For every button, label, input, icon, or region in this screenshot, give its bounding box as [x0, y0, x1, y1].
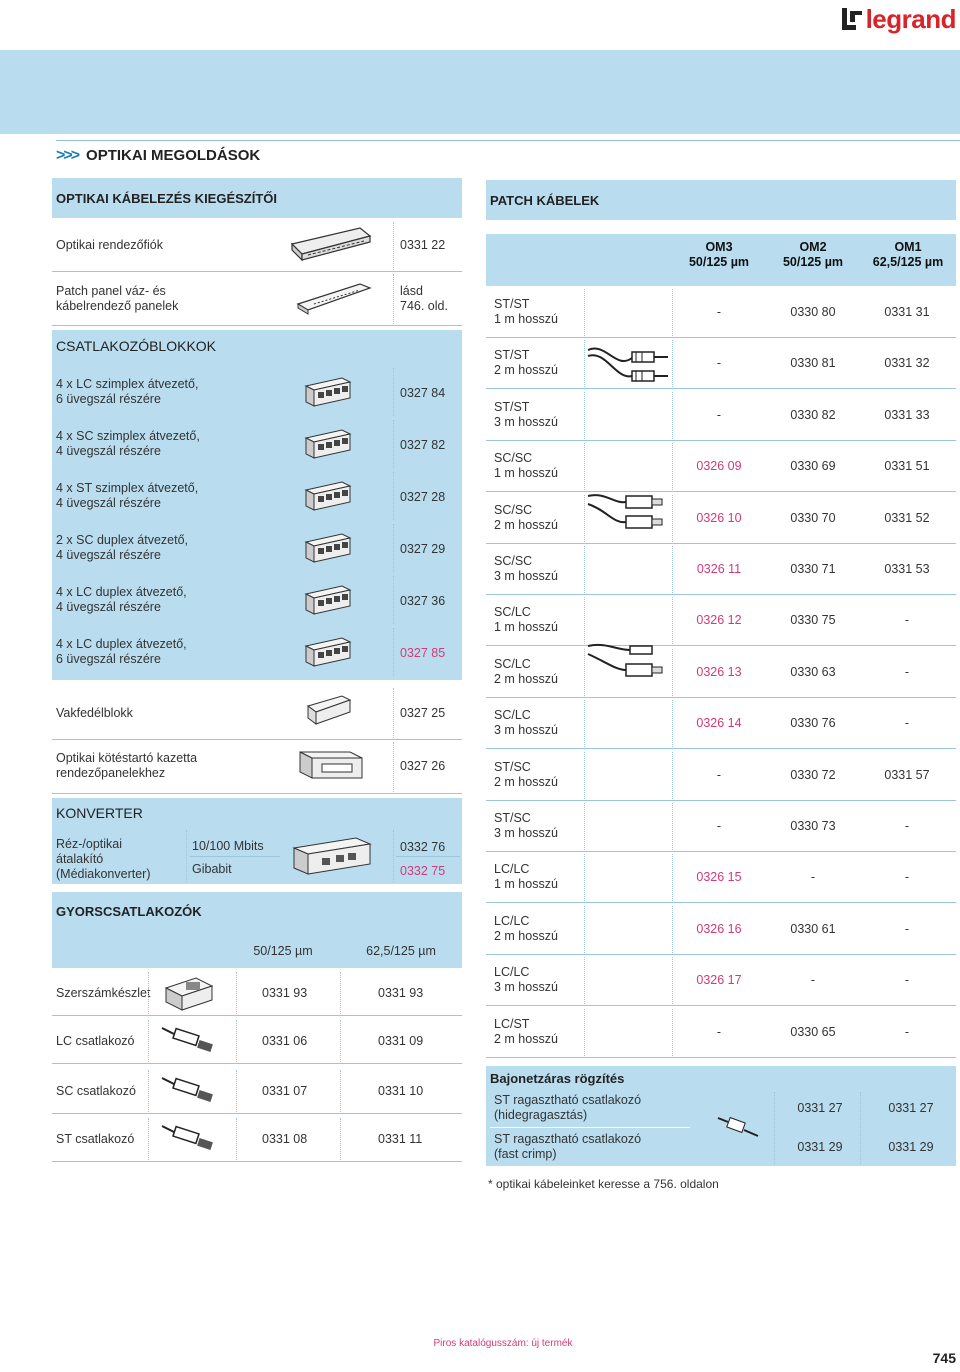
divider [584, 443, 585, 490]
divider [148, 1020, 149, 1062]
connector-ref: 0331 10 [378, 1084, 424, 1098]
col-title: OM3 [705, 240, 733, 254]
cable-length: 1 m hosszú [494, 877, 558, 891]
cable-ref-om3: - [716, 408, 722, 422]
cable-ref-om2: 0330 76 [790, 716, 836, 730]
converter-name-line: (Médiakonverter) [56, 867, 151, 881]
cable-ref-om3: 0326 11 [696, 562, 742, 576]
divider [393, 742, 394, 792]
cable-ref-om1: 0331 53 [884, 562, 930, 576]
cable-type: LC/ST [494, 1017, 530, 1031]
cable-length: 3 m hosszú [494, 723, 558, 737]
divider [584, 957, 585, 1004]
divider [236, 1118, 237, 1160]
block-ref: 0327 36 [400, 594, 446, 608]
patch-cables-header-text: PATCH KÁBELEK [490, 192, 600, 208]
col-om2 [766, 240, 860, 270]
cable-label [494, 605, 558, 635]
cable-type: ST/SC [494, 760, 531, 774]
accessories-header [52, 178, 462, 218]
item-name-line: kábelrendező panelek [56, 299, 179, 313]
divider [584, 906, 585, 953]
block-ref: 0327 84 [400, 386, 446, 400]
cable-ref-om1: - [904, 922, 910, 936]
item-name: Optikai rendezőfiók [56, 238, 164, 252]
cable-type: ST/SC [494, 811, 531, 825]
converter-name [56, 837, 150, 882]
bayonet-ref: 0331 27 [797, 1101, 843, 1115]
connector-ref: 0331 93 [378, 986, 424, 1000]
cable-ref-om1: - [904, 716, 910, 730]
col-sub: 50/125 µm [688, 255, 750, 269]
cable-ref-om2: 0330 75 [790, 613, 836, 627]
divider [584, 700, 585, 747]
connector-ref: 0331 93 [262, 986, 308, 1000]
cable-ref-om2: 0330 72 [790, 768, 836, 782]
block-name [56, 377, 198, 407]
col-title: OM1 [894, 240, 922, 254]
item-ref: 0327 25 [400, 706, 446, 720]
connector-ref: 0331 06 [262, 1034, 308, 1048]
converter-name-line: Réz-/optikai [56, 837, 122, 851]
cable-type: SC/SC [494, 503, 533, 517]
bayonet-item-1 [494, 1093, 641, 1123]
cable-length: 2 m hosszú [494, 518, 558, 532]
cable-type: SC/SC [494, 554, 533, 568]
bayonet-ref: 0331 29 [797, 1140, 843, 1154]
legrand-logo [842, 4, 956, 34]
cable-ref-om3: 0326 16 [696, 922, 742, 936]
block-name-line: 4 x LC szimplex átvezető, [56, 377, 199, 391]
divider [236, 1070, 237, 1112]
blocks-area [52, 362, 462, 680]
cable-ref-om2: 0330 71 [790, 562, 836, 576]
cable-label [494, 297, 558, 327]
cable-ref-om2: 0330 80 [790, 305, 836, 319]
divider [393, 274, 394, 324]
st-connector-icon [160, 1120, 220, 1159]
cable-label [494, 862, 558, 892]
divider [393, 472, 394, 520]
item-ref-line: 746. old. [400, 299, 448, 313]
block-name [56, 585, 187, 615]
block-name-line: 6 üvegszál részére [56, 392, 161, 406]
cable-length: 2 m hosszú [494, 775, 558, 789]
sc-sc-cable-icon [586, 490, 670, 537]
divider [148, 1118, 149, 1160]
divider [584, 392, 585, 439]
item-name [56, 284, 178, 314]
cable-ref-om2: 0330 73 [790, 819, 836, 833]
divider [584, 1009, 585, 1056]
cable-length: 2 m hosszú [494, 672, 558, 686]
cable-label [494, 708, 558, 738]
col-sub: 50/125 µm [782, 255, 844, 269]
connector-name: ST csatlakozó [56, 1132, 135, 1146]
header-banner [0, 50, 960, 134]
cable-length: 1 m hosszú [494, 466, 558, 480]
connector-ref: 0331 08 [262, 1132, 308, 1146]
section-title [56, 140, 960, 170]
divider [393, 576, 394, 624]
column-header-50: 50/125 µm [253, 944, 313, 958]
cable-type: SC/LC [494, 657, 531, 671]
converter-header-text: KONVERTER [56, 805, 143, 821]
divider [584, 854, 585, 901]
cable-ref-om3: 0326 14 [696, 716, 742, 730]
cable-type: SC/LC [494, 708, 531, 722]
divider [584, 803, 585, 850]
item-name-line: Patch panel váz- és [56, 284, 166, 298]
block-name [56, 637, 187, 667]
divider [393, 222, 394, 270]
item-ref: 0331 22 [400, 238, 446, 252]
cable-ref-om1: 0331 32 [884, 356, 930, 370]
divider [393, 524, 394, 572]
sc-lc-cable-icon [586, 640, 670, 683]
block-name [56, 533, 188, 563]
quick-connectors-header [52, 892, 462, 930]
divider [393, 420, 394, 468]
patch-cables-header [486, 180, 956, 220]
cable-type: LC/LC [494, 914, 530, 928]
section-title-text: OPTIKAI MEGOLDÁSOK [86, 147, 261, 164]
block-name-line: 4 üvegszál részére [56, 444, 161, 458]
connector-name: SC csatlakozó [56, 1084, 136, 1098]
cable-ref-om3: 0326 09 [696, 459, 742, 473]
divider [584, 289, 585, 336]
item-ref-line: lásd [400, 284, 423, 298]
st-st-cable-icon [586, 340, 670, 393]
sc-connector-icon [160, 1072, 220, 1111]
accessories-header-text: OPTIKAI KÁBELEZÉS KIEGÉSZÍTŐI [56, 190, 278, 206]
block-name-line: 4 üvegszál részére [56, 600, 161, 614]
col-title: OM2 [799, 240, 827, 254]
cable-label [494, 451, 558, 481]
item-name [56, 751, 197, 781]
connector-name: LC csatlakozó [56, 1034, 135, 1048]
bayonet-item-line: (fast crimp) [494, 1147, 557, 1161]
cable-type: LC/LC [494, 965, 530, 979]
converter-ref: 0332 75 [400, 864, 446, 878]
cable-length: 3 m hosszú [494, 980, 558, 994]
adapter-block-icon [302, 476, 354, 519]
block-name [56, 429, 200, 459]
cable-label [494, 400, 558, 430]
cassette-icon [296, 744, 366, 789]
cable-length: 2 m hosszú [494, 929, 558, 943]
bayonet-header-text: Bajonetzáras rögzítés [490, 1070, 625, 1086]
cable-ref-om2: 0330 63 [790, 665, 836, 679]
divider [584, 340, 585, 387]
cable-length: 1 m hosszú [494, 620, 558, 634]
divider [236, 1020, 237, 1062]
cable-label [494, 760, 558, 790]
converter-ref: 0332 76 [400, 840, 446, 854]
item-name: Vakfedélblokk [56, 706, 133, 720]
connector-ref: 0331 09 [378, 1034, 424, 1048]
blocks-header-text: CSATLAKOZÓBLOKKOK [56, 338, 217, 354]
item-ref: 0327 26 [400, 759, 446, 773]
divider [340, 972, 341, 1014]
cable-label [494, 554, 558, 584]
cable-length: 2 m hosszú [494, 363, 558, 377]
cable-label [494, 503, 558, 533]
divider [340, 1118, 341, 1160]
divider [860, 1092, 861, 1164]
cable-ref-om3: - [716, 768, 722, 782]
cable-length: 1 m hosszú [494, 312, 558, 326]
divider [148, 1070, 149, 1112]
item-ref [400, 284, 448, 314]
connector-ref: 0331 07 [262, 1084, 308, 1098]
cable-ref-om1: 0331 51 [884, 459, 930, 473]
adapter-block-icon [302, 372, 354, 415]
bayonet-ref: 0331 29 [888, 1140, 934, 1154]
block-name [56, 481, 198, 511]
adapter-block-icon [302, 424, 354, 467]
block-ref: 0327 28 [400, 490, 446, 504]
column-header-625: 62,5/125 µm [366, 944, 436, 958]
cable-ref-om2: 0330 81 [790, 356, 836, 370]
cable-ref-om1: - [904, 613, 910, 627]
cable-ref-om1: - [904, 665, 910, 679]
cable-ref-om1: 0331 57 [884, 768, 930, 782]
divider [393, 628, 394, 676]
cable-ref-om3: 0326 12 [696, 613, 742, 627]
item-name-line: rendezőpanelekhez [56, 766, 166, 780]
cable-length: 2 m hosszú [494, 1032, 558, 1046]
divider [148, 972, 149, 1014]
chevrons-icon: >>> [56, 146, 79, 164]
divider [584, 597, 585, 644]
drawer-icon [286, 222, 376, 267]
cable-ref-om2: - [810, 870, 816, 884]
block-ref: 0327 85 [400, 646, 446, 660]
block-name-line: 4 üvegszál részére [56, 496, 161, 510]
divider [393, 688, 394, 738]
block-ref: 0327 29 [400, 542, 446, 556]
divider [584, 495, 585, 542]
block-name-line: 6 üvegszál részére [56, 652, 161, 666]
divider [340, 1070, 341, 1112]
bayonet-item-line: ST ragasztható csatlakozó [494, 1093, 642, 1107]
divider [396, 856, 460, 857]
cable-type: ST/ST [494, 400, 530, 414]
cable-ref-om3: - [716, 1025, 722, 1039]
cable-type: SC/SC [494, 451, 533, 465]
divider [584, 546, 585, 593]
cable-label [494, 657, 558, 687]
block-name-line: 4 üvegszál részére [56, 548, 161, 562]
connector-name: Szerszámkészlet [56, 986, 151, 1000]
cable-length: 3 m hosszú [494, 569, 558, 583]
divider [490, 1127, 690, 1128]
cable-ref-om3: 0326 10 [696, 511, 742, 525]
block-name-line: 4 x LC duplex átvezető, [56, 637, 187, 651]
converter-option: 10/100 Mbits [192, 839, 264, 853]
bayonet-item-line: ST ragasztható csatlakozó [494, 1132, 642, 1146]
bayonet-item-line: (hidegragasztás) [494, 1108, 588, 1122]
quick-connectors-header-text: GYORSCSATLAKOZÓK [56, 903, 202, 919]
cable-ref-om3: - [716, 305, 722, 319]
cable-type: ST/ST [494, 297, 530, 311]
divider [584, 649, 585, 696]
media-converter-icon [290, 834, 374, 881]
lc-connector-icon [160, 1022, 220, 1061]
divider [190, 856, 280, 857]
col-sub: 62,5/125 µm [872, 255, 944, 269]
block-name-line: 4 x SC szimplex átvezető, [56, 429, 200, 443]
block-name-line: 4 x ST szimplex átvezető, [56, 481, 199, 495]
footnote: * optikai kábeleinket keresse a 756. oldalon [488, 1177, 719, 1191]
cable-ref-om2: 0330 69 [790, 459, 836, 473]
divider [774, 1092, 775, 1164]
connector-ref: 0331 11 [378, 1132, 423, 1146]
cable-type: SC/LC [494, 605, 531, 619]
cable-ref-om2: 0330 61 [790, 922, 836, 936]
divider [393, 830, 394, 882]
patch-panel-icon [294, 278, 374, 321]
cable-ref-om2: - [810, 973, 816, 987]
adapter-block-icon [302, 632, 354, 675]
adapter-block-icon [302, 580, 354, 623]
legrand-mark-icon [842, 8, 862, 30]
cable-ref-om1: 0331 33 [884, 408, 930, 422]
cable-ref-om3: 0326 15 [696, 870, 742, 884]
cable-length: 3 m hosszú [494, 415, 558, 429]
cable-ref-om3: 0326 17 [696, 973, 742, 987]
blank-block-icon [304, 690, 354, 733]
cable-type: LC/LC [494, 862, 530, 876]
toolkit-icon [160, 974, 218, 1017]
blocks-header [52, 330, 462, 362]
cable-ref-om1: - [904, 973, 910, 987]
brand-name: legrand [865, 3, 956, 34]
cable-label [494, 1017, 558, 1047]
col-om1 [860, 240, 956, 270]
item-name-line: Optikai kötéstartó kazetta [56, 751, 198, 765]
cable-ref-om1: - [904, 1025, 910, 1039]
divider [186, 830, 187, 882]
cable-label [494, 965, 558, 995]
converter-header [52, 798, 462, 828]
bayonet-header [486, 1066, 956, 1090]
cable-ref-om3: - [716, 356, 722, 370]
page-number: 745 [932, 1350, 956, 1366]
block-name-line: 2 x SC duplex átvezető, [56, 533, 189, 547]
divider [340, 1020, 341, 1062]
block-name-line: 4 x LC duplex átvezető, [56, 585, 187, 599]
cable-ref-om2: 0330 65 [790, 1025, 836, 1039]
divider [393, 368, 394, 416]
cable-type: ST/ST [494, 348, 530, 362]
cable-label [494, 811, 558, 841]
converter-option: Gibabit [192, 862, 232, 876]
divider [584, 752, 585, 799]
adapter-block-icon [302, 528, 354, 571]
cable-label [494, 348, 558, 378]
cable-ref-om3: 0326 13 [696, 665, 742, 679]
cable-label [494, 914, 558, 944]
col-om3 [672, 240, 766, 270]
st-connector-icon [716, 1112, 760, 1145]
divider [236, 972, 237, 1014]
cable-ref-om3: - [716, 819, 722, 833]
cable-ref-om1: - [904, 819, 910, 833]
cable-ref-om1: - [904, 870, 910, 884]
cable-ref-om1: 0331 31 [884, 305, 930, 319]
cable-ref-om2: 0330 70 [790, 511, 836, 525]
cable-ref-om2: 0330 82 [790, 408, 836, 422]
block-ref: 0327 82 [400, 438, 446, 452]
cable-ref-om1: 0331 52 [884, 511, 930, 525]
bayonet-ref: 0331 27 [888, 1101, 934, 1115]
bayonet-item-2 [494, 1132, 641, 1162]
new-product-note: Piros katalógusszám: új termék [433, 1338, 573, 1349]
converter-name-line: átalakító [56, 852, 104, 866]
cable-length: 3 m hosszú [494, 826, 558, 840]
